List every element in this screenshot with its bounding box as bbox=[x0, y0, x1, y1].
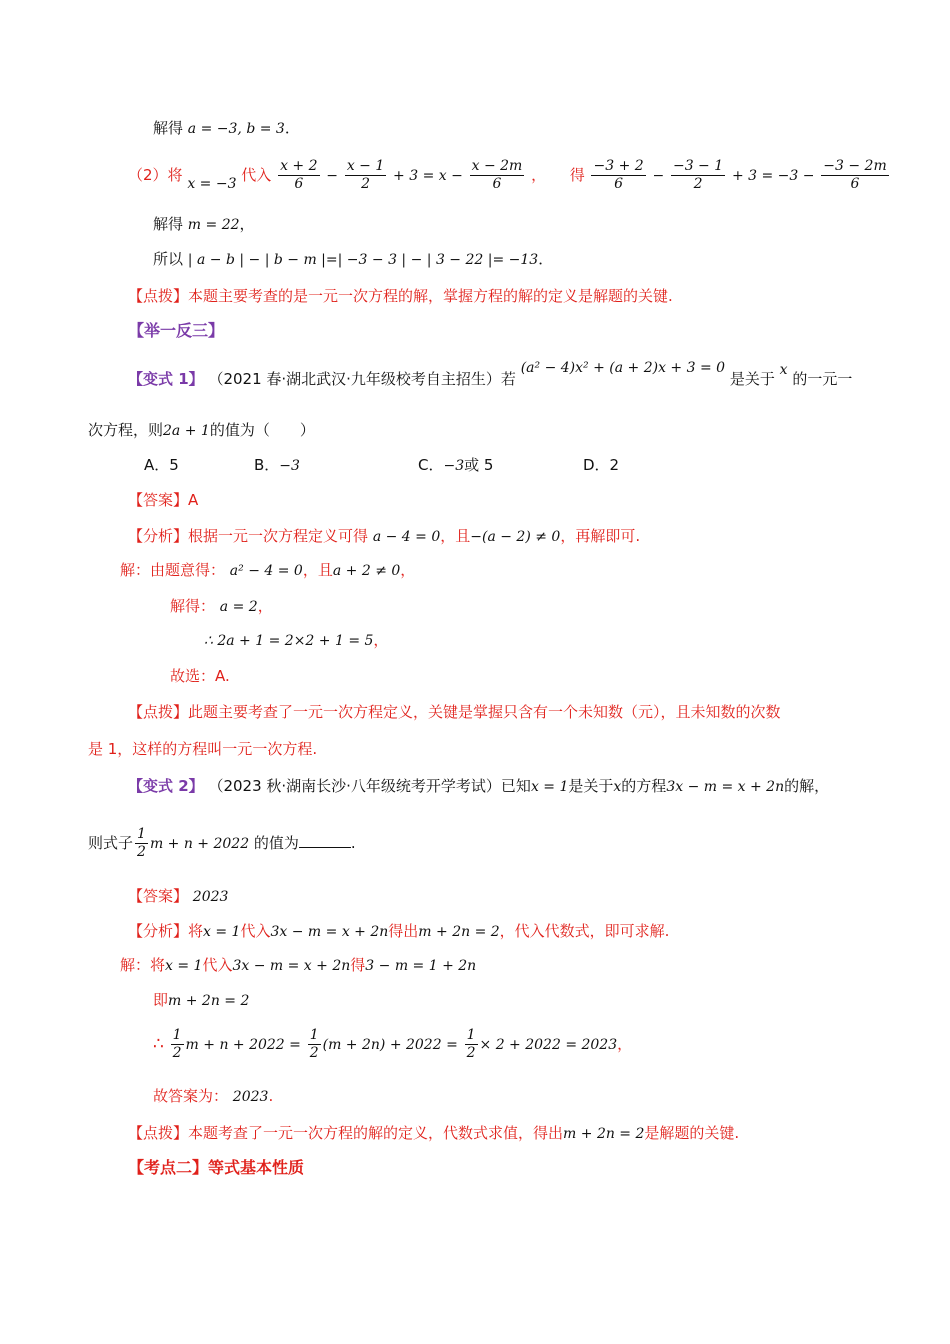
variant-1-answer bbox=[128, 490, 198, 510]
math: 3x − m = x + 2n bbox=[232, 958, 351, 974]
fraction bbox=[345, 158, 386, 193]
text: 即 bbox=[153, 991, 169, 1009]
text: 将 bbox=[188, 922, 204, 940]
variant-1-stem-line2 bbox=[88, 420, 315, 441]
variant-2-solution-3 bbox=[153, 1024, 632, 1065]
answer-value: A bbox=[188, 491, 199, 509]
variant-1-analysis bbox=[128, 526, 640, 547]
num: 1 bbox=[309, 1027, 319, 1043]
source-text: （2021 春·湖北武汉·九年级校考自主招生）若 bbox=[208, 370, 516, 388]
text: 代入 bbox=[202, 956, 233, 974]
text: 解：由题意得： bbox=[120, 561, 226, 579]
math: × 2 + 2022 = 2023 bbox=[479, 1037, 618, 1053]
math: − bbox=[652, 168, 665, 184]
text: ， bbox=[617, 1035, 633, 1053]
option-d[interactable] bbox=[583, 454, 619, 475]
text: 解得： bbox=[170, 597, 216, 615]
text: ，再解即可. bbox=[560, 527, 641, 545]
num: 1 bbox=[137, 826, 146, 842]
dianbo-text: 是 1，这样的方程叫一元一次方程. bbox=[88, 740, 318, 758]
option-label: C． bbox=[418, 456, 444, 474]
text: ， bbox=[257, 597, 273, 615]
dianbo-text: 是解题的关键. bbox=[644, 1124, 740, 1142]
variant-2-stem-line2 bbox=[88, 824, 356, 863]
den: 2 bbox=[309, 1045, 319, 1061]
num: 1 bbox=[172, 1027, 182, 1043]
text: 代入 bbox=[240, 922, 271, 940]
math: x = 1 bbox=[165, 958, 203, 974]
den: 2 bbox=[172, 1045, 182, 1061]
math: −(a − 2) ≠ 0 bbox=[470, 529, 561, 545]
variant-2-solution-1 bbox=[120, 955, 476, 976]
fraction-half bbox=[308, 1027, 321, 1062]
text: 的值为 bbox=[253, 834, 299, 852]
math: x = 1 bbox=[530, 779, 569, 795]
solve-line-abs bbox=[153, 249, 553, 270]
dianbo-text: 本题主要考查的是一元一次方程的解，掌握方程的解的定义是解题的关键. bbox=[188, 287, 673, 305]
variant-1-dianbo bbox=[128, 702, 781, 722]
text: . bbox=[350, 834, 356, 852]
text: 解得 bbox=[153, 119, 184, 137]
math: x bbox=[613, 779, 622, 795]
dianbo-tag: 【点拨】 bbox=[128, 1124, 189, 1142]
math: m + n + 2022 bbox=[149, 836, 250, 852]
num: x − 2m bbox=[471, 158, 523, 174]
text: 的值为（ ） bbox=[209, 421, 315, 439]
variant-1-dianbo-cont bbox=[88, 739, 317, 759]
solve-line-m bbox=[153, 214, 255, 235]
variant-tag: 【变式 1】 bbox=[128, 370, 204, 388]
analysis-tag: 【分析】 bbox=[128, 527, 189, 545]
variant-1-solution-3 bbox=[204, 630, 388, 651]
option-label: B． bbox=[254, 456, 280, 474]
text: 的解， bbox=[784, 777, 830, 795]
fraction bbox=[591, 158, 645, 193]
math: + 3 = −3 − bbox=[731, 168, 815, 184]
den: 6 bbox=[294, 176, 304, 192]
text: 得 bbox=[569, 166, 585, 184]
variant-2-answer bbox=[128, 886, 228, 907]
dianbo-text: 此题主要考查了一元一次方程定义，关键是掌握只含有一个未知数（元），且未知数的次数 bbox=[188, 703, 781, 721]
text: ，且 bbox=[440, 527, 471, 545]
math: m + 2n = 2 bbox=[168, 993, 250, 1009]
math: m = 22 bbox=[187, 217, 240, 233]
therefore-symbol: ∴ bbox=[153, 1034, 164, 1054]
math: m + 2n = 2 bbox=[418, 924, 500, 940]
dianbo-1 bbox=[128, 286, 673, 306]
option-a[interactable] bbox=[144, 454, 179, 475]
text: 根据一元一次方程定义可得 bbox=[188, 527, 369, 545]
variant-1-solution-4 bbox=[170, 666, 230, 686]
section-heading: 【考点二】等式基本性质 bbox=[128, 1158, 305, 1177]
part2-label: （2）将 bbox=[128, 166, 183, 184]
text: . bbox=[268, 1087, 274, 1105]
text: 或 5 bbox=[464, 456, 494, 474]
math: a² − 4 = 0 bbox=[229, 563, 303, 579]
text: 的方程 bbox=[621, 777, 667, 795]
math: (a² − 4)x² + (a + 2)x + 3 = 0 bbox=[520, 360, 726, 376]
variant-tag: 【变式 2】 bbox=[128, 777, 204, 795]
math: a − 4 = 0 bbox=[372, 529, 441, 545]
option-label: A．5 bbox=[144, 456, 179, 474]
text: ， bbox=[531, 166, 547, 184]
text: 解：将 bbox=[120, 956, 166, 974]
math: x = −3 bbox=[187, 176, 237, 192]
part2-substitution-line bbox=[128, 156, 891, 195]
text: ． bbox=[538, 250, 554, 268]
den: 2 bbox=[361, 176, 370, 192]
text: ， bbox=[400, 561, 416, 579]
math: x = 1 bbox=[203, 924, 241, 940]
math: | a − b | − | b − m |=| −3 − 3 | − | 3 − 22 |= −13 bbox=[187, 252, 539, 268]
text: 的一元一 bbox=[792, 370, 853, 388]
text: 故选：A. bbox=[170, 667, 230, 685]
fraction bbox=[821, 158, 888, 193]
variant-2-stem-line1 bbox=[128, 776, 829, 797]
den: 6 bbox=[850, 176, 860, 192]
math: m + 2n = 2 bbox=[563, 1126, 645, 1142]
num: 1 bbox=[466, 1027, 476, 1043]
den: 6 bbox=[614, 176, 624, 192]
fraction bbox=[278, 158, 319, 193]
fraction-half bbox=[135, 826, 148, 861]
den: 2 bbox=[137, 844, 146, 860]
text: 次方程，则 bbox=[88, 421, 164, 439]
math: − bbox=[326, 168, 339, 184]
variant-2-dianbo bbox=[128, 1123, 739, 1144]
math: 3 − m = 1 + 2n bbox=[365, 958, 477, 974]
variant-2-analysis bbox=[128, 921, 669, 942]
section-kaodian-2 bbox=[128, 1158, 304, 1178]
fraction-half bbox=[465, 1027, 478, 1062]
fraction bbox=[470, 158, 525, 193]
text: 所以 bbox=[153, 250, 184, 268]
math: −3 bbox=[279, 458, 300, 474]
variant-1-solution-1 bbox=[120, 560, 415, 581]
text: 得 bbox=[350, 956, 366, 974]
variant-1-stem-line1 bbox=[128, 360, 853, 393]
text: ， bbox=[373, 631, 389, 649]
num: −3 − 1 bbox=[672, 158, 724, 174]
math: a + 2 ≠ 0 bbox=[332, 563, 401, 579]
den: 2 bbox=[466, 1045, 476, 1061]
num: x − 1 bbox=[346, 158, 385, 174]
num: −3 − 2m bbox=[823, 158, 887, 174]
math: x bbox=[779, 362, 788, 378]
math: ∴ 2a + 1 = 2×2 + 1 = 5 bbox=[204, 633, 374, 649]
math: a = 2 bbox=[219, 599, 258, 615]
den: 2 bbox=[693, 176, 703, 192]
variant-2-solution-4 bbox=[153, 1086, 273, 1107]
text: 代入 bbox=[241, 166, 272, 184]
option-c[interactable] bbox=[418, 454, 493, 475]
source-text: （2023 秋·湖南长沙·八年级统考开学考试）已知 bbox=[208, 777, 531, 795]
solve-line-ab bbox=[153, 118, 300, 139]
math: 3x − m = x + 2n bbox=[270, 924, 389, 940]
math: 2a + 1 bbox=[163, 423, 210, 439]
text: ，代入代数式，即可求解. bbox=[499, 922, 670, 940]
math: (m + 2n) + 2022 = bbox=[322, 1037, 458, 1053]
math: −3 bbox=[443, 458, 465, 474]
dianbo-tag: 【点拨】 bbox=[128, 703, 189, 721]
fraction-half bbox=[171, 1027, 184, 1062]
dianbo-tag: 【点拨】 bbox=[128, 287, 189, 305]
den: 6 bbox=[492, 176, 502, 192]
fraction bbox=[671, 158, 725, 193]
answer-tag: 【答案】 bbox=[128, 887, 189, 905]
option-b[interactable] bbox=[254, 454, 300, 475]
analysis-tag: 【分析】 bbox=[128, 922, 189, 940]
math: a = −3, b = 3 bbox=[187, 121, 285, 137]
answer-blank[interactable] bbox=[299, 832, 351, 848]
dianbo-text: 本题考查了一元一次方程的解的定义，代数式求值，得出 bbox=[188, 1124, 564, 1142]
section-heading: 【举一反三】 bbox=[128, 321, 225, 340]
text: 得出 bbox=[388, 922, 419, 940]
text: ， bbox=[239, 215, 255, 233]
math: 2023 bbox=[232, 1089, 269, 1105]
num: x + 2 bbox=[280, 158, 318, 174]
option-label: D．2 bbox=[583, 456, 620, 474]
answer-tag: 【答案】 bbox=[128, 491, 189, 509]
math: m + n + 2022 = bbox=[185, 1037, 301, 1053]
text: ，且 bbox=[302, 561, 333, 579]
answer-value: 2023 bbox=[192, 889, 229, 905]
text: 故答案为： bbox=[153, 1087, 229, 1105]
text: 解得 bbox=[153, 215, 184, 233]
text: 是关于 bbox=[729, 370, 775, 388]
num: −3 + 2 bbox=[593, 158, 644, 174]
text: ． bbox=[284, 119, 300, 137]
variant-1-solution-2 bbox=[170, 596, 273, 617]
section-jyfs bbox=[128, 321, 224, 341]
math: 3x − m = x + 2n bbox=[666, 779, 785, 795]
text: 则式子 bbox=[88, 834, 134, 852]
math: + 3 = x − bbox=[393, 168, 463, 184]
variant-2-solution-2 bbox=[153, 990, 249, 1011]
text: 是关于 bbox=[568, 777, 614, 795]
